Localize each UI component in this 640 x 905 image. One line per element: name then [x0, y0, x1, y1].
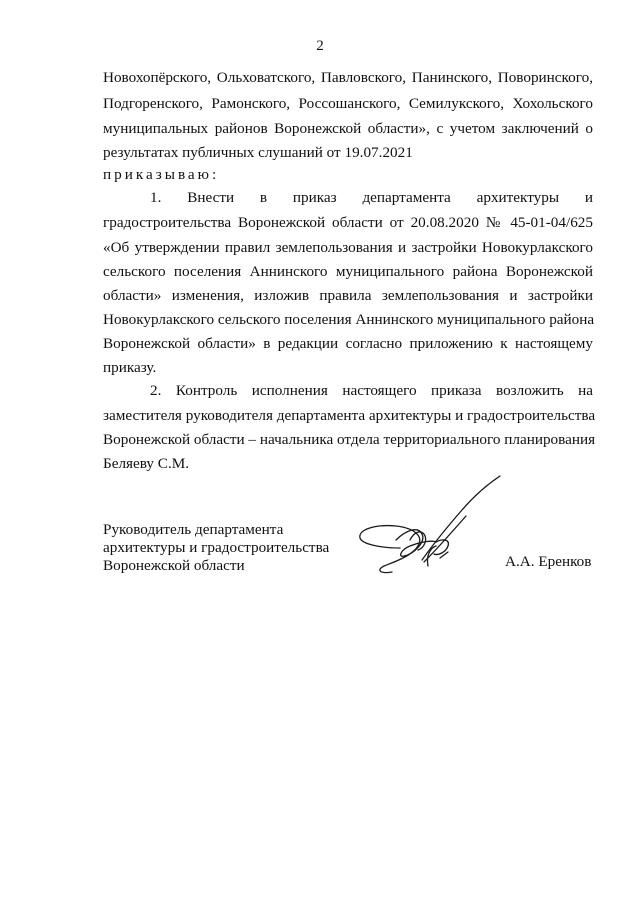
item-1-line-7: Воронежской области» в редакции согласно приложению к настоящему: [103, 335, 593, 352]
signatory-title-line-1: Руководитель департамента: [103, 521, 284, 538]
item-1-line-8: приказу.: [103, 359, 157, 376]
item-1-line-5: области» изменения, изложив правила землепользования и застройки: [103, 287, 593, 304]
order-word: приказываю:: [103, 166, 220, 183]
signatory-name: А.А. Еренков: [505, 553, 592, 570]
body-line-1: Новохопёрского, Ольховатского, Павловского, Панинского, Поворинского,: [103, 69, 593, 86]
item-2-line-1: 2. Контроль исполнения настоящего приказа возложить на: [150, 382, 593, 399]
signatory-title: [103, 521, 329, 575]
item-2-line-2: заместителя руководителя департамента архитектуры и градостроительства: [103, 407, 596, 424]
handwritten-signature: [340, 470, 530, 590]
page-number: 2: [316, 38, 324, 54]
body-line-3: муниципальных районов Воронежской области», с учетом заключений о: [103, 120, 593, 137]
signatory-title-line-3: Воронежской области: [103, 557, 245, 574]
body-line-4: результатах публичных слушаний от 19.07.2021: [103, 144, 413, 161]
item-2-line-4: Беляеву С.М.: [103, 455, 190, 472]
item-1-line-3: «Об утверждении правил землепользования и застройки Новокурлакского: [103, 239, 593, 256]
item-1-line-2: градостроительства Воронежской области от 20.08.2020 № 45-01-04/625: [103, 214, 593, 231]
item-1-line-1: 1. Внести в приказ департамента архитектуры и: [150, 189, 593, 206]
item-1-line-6: Новокурлакского сельского поселения Аннинского муниципального района: [103, 311, 595, 328]
item-1-line-4: сельского поселения Аннинского муниципального района Воронежской: [103, 263, 593, 280]
signatory-title-line-2: архитектуры и градостроительства: [103, 539, 330, 556]
body-line-2: Подгоренского, Рамонского, Россошанского, Семилукского, Хохольского: [103, 95, 593, 112]
item-2-line-3: Воронежской области – начальника отдела территориального планирования: [103, 431, 596, 448]
